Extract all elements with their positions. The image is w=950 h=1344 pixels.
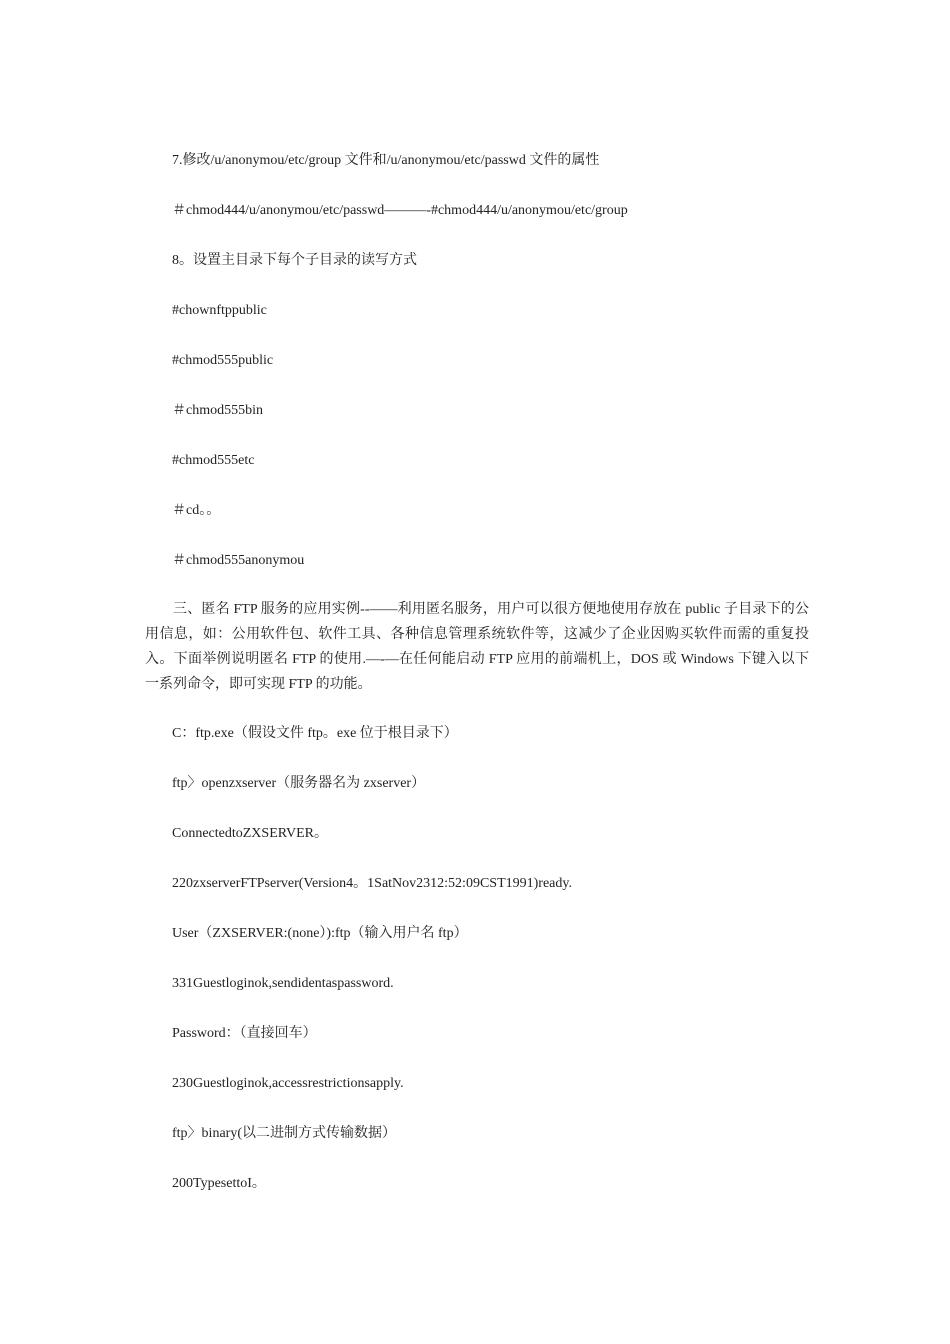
command-line: ＃chmod555anonymou: [172, 553, 305, 568]
command-line: ＃chmod444/u/anonymou/etc/passwd———-#chmod444/u/anonymou/etc/group: [172, 203, 628, 218]
session-line: C：ftp.exe（假设文件 ftp。exe 位于根目录下）: [172, 726, 458, 741]
session-line: User（ZXSERVER:(none）):ftp（输入用户名 ftp）: [172, 926, 468, 941]
command-line: ＃cd。。: [172, 503, 221, 518]
step-8-heading: 8。设置主目录下每个子目录的读写方式: [172, 253, 417, 268]
session-line: 331Guestloginok,sendidentaspassword.: [172, 976, 394, 991]
session-line: 230Guestloginok,accessrestrictionsapply.: [172, 1076, 404, 1091]
step-7-heading: 7.修改/u/anonymou/etc/group 文件和/u/anonymou/etc/passwd 文件的属性: [172, 153, 600, 168]
command-line: #chmod555public: [172, 353, 274, 368]
command-line: #chmod555etc: [172, 453, 255, 468]
section-3-paragraph: 三、匿名 FTP 服务的应用实例--——利用匿名服务，用户可以很方便地使用存放在 public 子目录下的公用信息，如：公用软件包、软件工具、各种信息管理系统软件等，这减少了企业因购买软件而需的重复投入。下面举例说明匿名 FTP 的使用.—-—在任何能启动 FTP 应用的前端机上，DOS 或 Windows 下键入以下一系列命令，即可实现 FTP 的功能。: [145, 602, 809, 692]
session-line: ConnectedtoZXSERVER。: [172, 826, 328, 841]
session-line: ftp〉openzxserver（服务器名为 zxserver）: [172, 776, 426, 791]
session-line: 200TypesettoI。: [172, 1176, 266, 1191]
command-line: #chownftppublic: [172, 303, 267, 318]
session-line: Password：（直接回车）: [172, 1026, 317, 1041]
session-line: ftp〉binary(以二进制方式传输数据）: [172, 1126, 396, 1141]
command-line: ＃chmod555bin: [172, 403, 263, 418]
session-line: 220zxserverFTPserver(Version4。1SatNov2312:52:09CST1991)ready.: [172, 876, 572, 891]
